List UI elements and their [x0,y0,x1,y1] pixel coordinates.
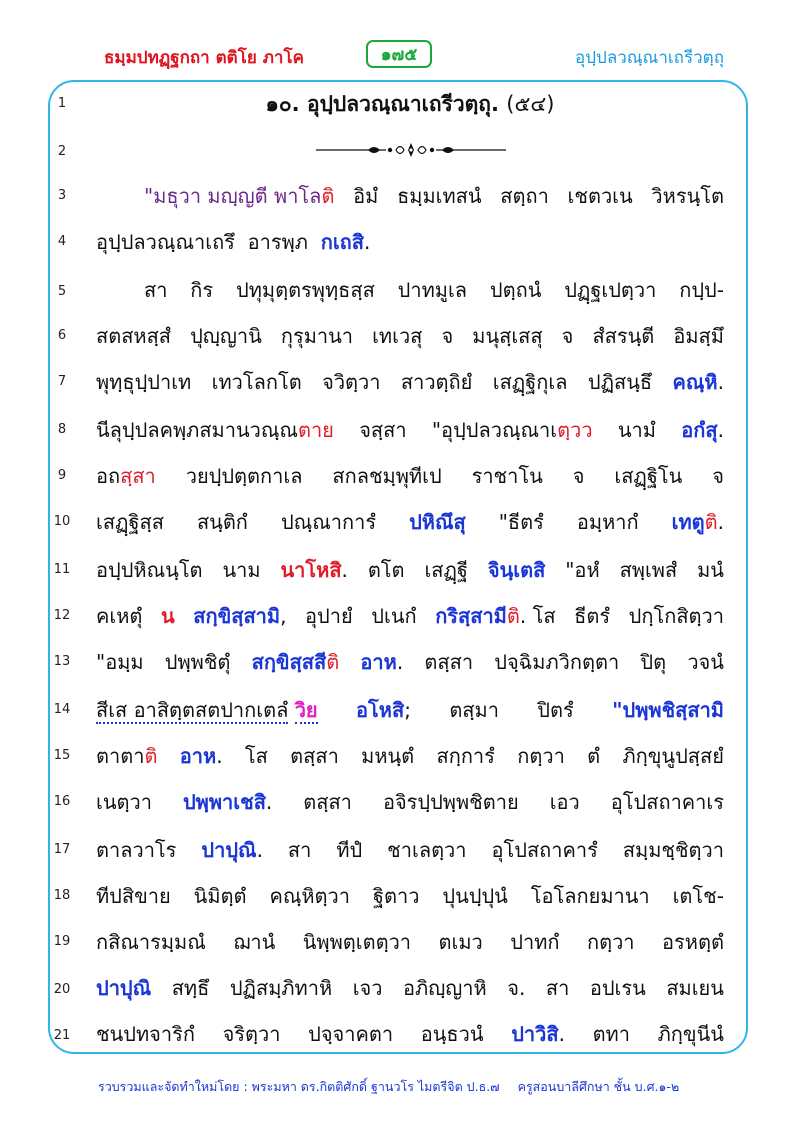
footer-course: ครูสอนบาลีศึกษา ชั้น บ.ศ.๑-๒ [517,1079,680,1094]
text-line-9: อถสฺสา วยปฺปตฺตกาเล สกลชมฺพุทีเป ราชาโน จ เสฏฺฐิโน จ [96,464,724,488]
line-number: 3 [57,188,67,203]
line-number: 5 [57,284,67,299]
text-line-15: ตาตาติ อาห. โส ตสฺสา มหนฺตํ สกฺการํ กตฺวา ตํ ภิกฺขุนูปสฺสยํ [96,744,724,768]
line-number: 15 [53,748,71,763]
line-number: 6 [57,328,67,343]
line-number: 21 [53,1028,71,1043]
line-number: 14 [53,702,71,717]
section-title-header: อุปฺปลวณฺณาเถรีวตฺถุ [575,48,724,68]
line-number: 9 [57,468,67,483]
chapter-title [96,84,724,124]
text-line-11: อปฺปหิณนฺโต นาม นาโหสิ. ตโต เสฏฺฐี จินฺเตสิ "อหํ สพฺเพสํ มนํ [96,558,724,582]
text-line-21: ชนปทจาริกํ จริตฺวา ปจฺจาคตา อนฺธวนํ ปาวิสิ. ตทา ภิกฺขุนีนํ [96,1022,724,1046]
chapter-title-main: ๑๐. อุปฺปลวณฺณาเถรีวตฺถุ. [265,92,499,116]
text-line-7: พุทฺธุปฺปาเท เทวโลกโต จวิตฺวา สาวตฺถิยํ เสฏฺฐิกุเล ปฏิสนฺธึ คณฺหิ. [96,370,724,394]
underlined-phrase: สีเส อาสิตฺตสตปากเตลํ วิย [96,698,318,722]
page-number-badge [366,40,432,68]
line-number: 11 [53,562,71,577]
line-number: 18 [53,888,71,903]
line-number: 17 [53,842,71,857]
line-number: 8 [57,422,67,437]
line-number: 7 [57,374,67,389]
text-line-4: อุปฺปลวณฺณาเถรึ อารพฺภ กเถสิ. [96,230,371,254]
chapter-title-number: (๕๔) [506,92,555,116]
text-line-17: ตาลวาโร ปาปุณิ. สา ทีปํ ชาเลตฺวา อุโปสถาคารํ สมฺมชฺชิตฺวา [96,838,724,862]
text-line-16: เนตฺวา ปพฺพาเชสิ. ตสฺสา อจิรปฺปพฺพชิตาย เอว อุโปสถาคาเร [96,790,724,814]
text-line-6: สตสหสฺสํ ปุญฺญานิ กุรุมานา เทเวสุ จ มนุสฺเสสุ จ สํสรนฺตี อิมสฺมึ [96,324,724,348]
text-line-14: สีเส อาสิตฺตสตปากเตลํ วิย อโหสิ; ตสฺมา ปิตรํ "ปพฺพชิสฺสามิ [96,690,724,730]
text-line-19: กสิณารมฺมณํ ฌานํ นิพฺพตฺเตตฺวา ตเมว ปาทกํ กตฺวา อรหตฺตํ [96,930,724,954]
text-line-12: คเหตุํ น สกฺขิสฺสามิ, อุปายํ ปเนกํ กริสฺสามีติ. โส ธีตรํ ปกฺโกสิตฺวา [96,604,724,628]
text-line-8: นีลุปฺปลคพฺภสมานวณฺณตาย จสฺสา "อุปฺปลวณฺณาเตฺวว นามํ อกํสุ. [96,418,724,442]
line-number: 16 [53,794,71,809]
page-number: ๑๗๕ [380,44,418,65]
text-line-18: ทีปสิขาย นิมิตฺตํ คณฺหิตฺวา ฐิตาว ปุนปฺปุนํ โอโลกยมานา เตโช- [96,884,724,908]
running-title: ธมฺมปทฏฺฐกถา ตติโย ภาโค [104,48,304,68]
verse-quote: "มธุวา มญฺญตี พาโลติ [144,184,335,208]
divider-ornament [316,140,506,160]
text-line-3: "มธุวา มญฺญตี พาโลติ อิมํ ธมฺมเทสนํ สตฺถา เชตวเน วิหรนฺโต [96,176,724,216]
text-line-13: "อมฺม ปพฺพชิตุํ สกฺขิสฺสสีติ อาห. ตสฺสา ปจฺฉิมภวิกตฺตา ปิตุ วจนํ [96,650,724,674]
line-number: 13 [53,654,71,669]
line-number: 4 [57,234,67,249]
text-line-10: เสฏฺฐิสฺส สนฺติกํ ปณฺณาการํ ปหิณึสุ "ธีตรํ อมฺหากํ เทตูติ. [96,510,724,534]
footer-compiler: รวบรวมและจัดทำใหม่โดย : พระมหา ดร.กิตติศักดิ์ ฐานวโร ไมตรีจิต ป.ธ.๗ [98,1079,500,1094]
line-number: 1 [57,96,67,111]
line-number: 19 [53,934,71,949]
line-number: 2 [57,144,67,159]
line-number: 12 [53,608,71,623]
text-line-20: ปาปุณิ สทฺธึ ปฏิสมฺภิทาหิ เจว อภิญฺญาหิ จ. สา อปเรน สมเยน [96,976,724,1000]
text-line-5: สา กิร ปทุมุตฺตรพุทฺธสฺส ปาทมูเล ปตฺถนํ ปฏฺฐเปตฺวา กปฺป- [144,278,724,302]
page-footer [98,1077,738,1097]
line-number: 20 [53,982,71,997]
line-number: 10 [53,514,71,529]
